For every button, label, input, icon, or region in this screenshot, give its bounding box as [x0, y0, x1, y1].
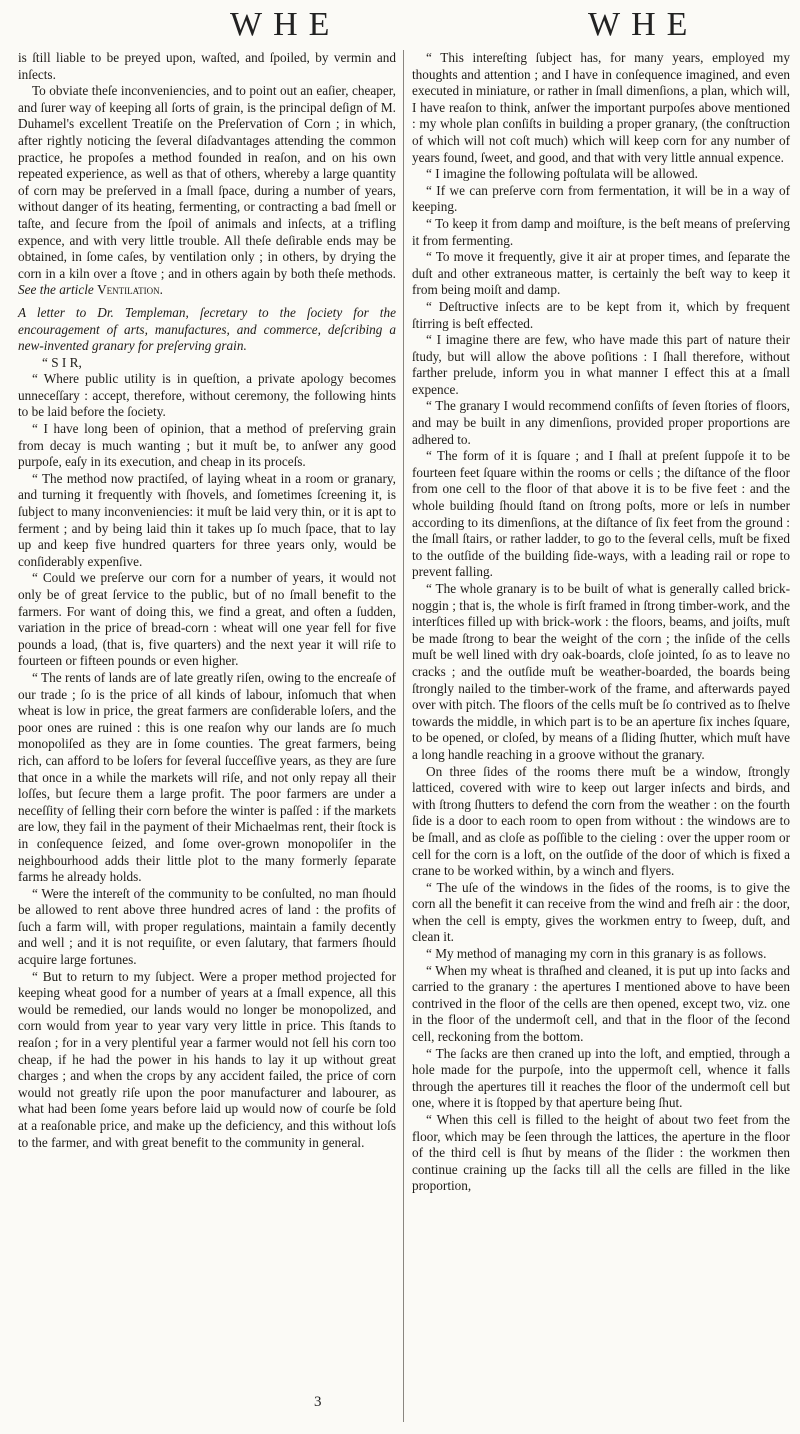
- paragraph: “ The uſe of the windows in the ſides of the rooms, is to give the corn all the benefit it can receive from the wind and freſh air : the door, when the cell is empty, gives the workmen entry to ſweep, duſt, and clean it.: [412, 879, 790, 945]
- paragraph: “ Were the intereſt of the community to be conſulted, no man ſhould be allowed to rent above three hundred acres of land : the profits of ſuch a farm will, with proper regulations, maintain a family decently and well ; and it is not requiſite, or even ſalutary, that farmers ſhould acquire large fortunes.: [18, 885, 396, 968]
- paragraph: is ſtill liable to be preyed upon, waſted, and ſpoiled, by vermin and inſects.: [18, 50, 396, 82]
- paragraph: “ To keep it from damp and moiſture, is the beſt means of preſerving it from fermenting.: [412, 215, 790, 248]
- paragraph-text: To obviate theſe inconveniencies, and to point out an eaſier, cheaper, and ſurer way of keeping all ſorts of grain, is the principal deſign of M. Duhamel's excellent Treatiſe on the Preſervation of Corn ; in which, after rightly noticing the ſeveral diſadvantages attending the common practice, he propoſes a method founded in reaſon, and on his own repeated experience, as well as that of others, whereby a large quantity of corn may be preſerved in a ſmall ſpace, during a number of years, without danger of its heating, fermenting, or contracting a bad ſmell or taſte, and ſecure from the ſpoil of animals and inſects, at a trifling expence, and with very little trouble. All theſe deſirable ends may be obtained, in ſome caſes, by ventilation only ; in others, by drying the corn in a kiln over a ſtove ; and in others again by both theſe methods.: [18, 83, 396, 281]
- paragraph: “ I imagine the following poſtulata will be allowed.: [426, 166, 698, 182]
- paragraph: “ My method of managing my corn in this granary is as follows.: [426, 946, 767, 962]
- paragraph: “ The ſacks are then craned up into the loft, and emptied, through a hole made for the purpoſe, into the uppermoſt cell, whence it falls through the apertures till it reaches the floor of the undermoſt cell but one, where it is ſtopped by that aperture being ſhut.: [412, 1045, 790, 1111]
- paragraph: On three ſides of the rooms there muſt be a window, ſtrongly latticed, covered with wire to keep out larger inſects and birds, and with ſtrong ſhutters to defend the corn from the weather : on the fourth ſide is a door to each room to open from without : the windows are to be ſmall, and as cloſe as poſſible to the cieling : over the upper room or cell for the corn is a loft, on the outſide of the door of which is fixed a crane to be worked within, by a winch and flyers.: [412, 763, 790, 879]
- see-also-text: See the article: [18, 282, 94, 298]
- paragraph: “ To move it frequently, give it air at proper times, and ſeparate the duſt and other extraneous matter, is certainly the beſt way to keep it from being moiſt and damp.: [412, 249, 790, 298]
- salutation: “ S I R,: [42, 354, 82, 370]
- paragraph: “ When my wheat is thraſhed and cleaned, it is put up into ſacks and carried to the granary : the apertures I mentioned above to have been contrived in the floor of the cells are then opened, except two, viz. one in the floor of the undermoſt cell, and that in the floor of the ſecond cell, reckoning from the bottom.: [412, 962, 790, 1045]
- paragraph: “ Where public utility is in queſtion, a private apology becomes unneceſſary : accept, therefore, without ceremony, the following hints to be laid before the ſociety.: [18, 371, 396, 420]
- see-also-target: Ventilation.: [97, 282, 163, 298]
- paragraph: “ The rents of lands are of late greatly riſen, owing to the encreaſe of our trade ; ſo is the price of all kinds of labour, inſomuch that when wheat is low in price, the great farmers are conſiderable loſers, and the poor ones are ruined : this is one reaſon why our lands are ſo much monopoliſed as they are in ſome counties. The great farmers, being rich, can afford to be loſers for ſeveral ſucceſſive years, as they are ſure that once in a while the markets will riſe, and not only repay all their loſſes, but ſecure them a large profit. The poor farmers are under a neceſſity of ſelling their corn before the winter is paſſed : if the markets are low, they fail in the payment of their Michaelmas rent, their ſtock is in conſequence ſeized, and ſome over-grown monopoliſer in the neighbourhood adds their little plot to the many formerly ſeparate farms he already holds.: [18, 669, 396, 885]
- paragraph: [18, 83, 396, 299]
- paragraph: “ Deſtructive inſects are to be kept from it, which by frequent ſtirring is beſt effected.: [412, 298, 790, 331]
- paragraph: “ The granary I would recommend conſiſts of ſeven ſtories of floors, and may be built in any dimenſions, provided proper proportions are adhered to.: [412, 398, 790, 447]
- paragraph: “ This intereſting ſubject has, for many years, employed my thoughts and attention ; and I have in conſequence imagined, and even executed in miniature, or rather in ſmall dimenſions, a plan, which will, I have reaſon to think, anſwer the important purpoſes above mentioned : my whole plan conſiſts in building a proper granary, (the conſtruction of which will not coſt much) which will keep corn for any number of years found, ſweet, and good, and that with very little annual expence.: [412, 50, 790, 165]
- column-divider: [403, 50, 404, 1422]
- right-column: [412, 50, 790, 1195]
- paragraph: “ I imagine there are few, who have made this part of nature their ſtudy, but will allow the above poſitions : I ſhall therefore, without farther prelude, inform you in what manner I effect this at a ſmall expence.: [412, 332, 790, 397]
- left-column: [18, 50, 396, 1151]
- running-head-left: WHE: [230, 6, 341, 43]
- page-number: 3: [314, 1394, 322, 1410]
- paragraph: “ The method now practiſed, of laying wheat in a room or granary, and turning it frequently with ſhovels, and ſometimes ſcreening it, is ſubject to many inconveniencies: it muſt be laid very thin, or it is apt to ferment ; and by being laid thin it takes up ſo much ſpace, that to lay up and keep five hundred quarters for three years only, would be conſiderably expenſive.: [18, 470, 396, 569]
- paragraph: “ Could we preſerve our corn for a number of years, it would not only be of great ſervice to the public, but of no ſmall benefit to the farmers. For want of doing this, we find a great, and often a ſudden, variation in the price of bread-corn : wheat will one year fell for five pounds a load, (that is, five quarters) and the next year it will riſe to fourteen or fifteen pounds or even higher.: [18, 570, 396, 669]
- letter-title: A letter to Dr. Templeman, ſecretary to the ſociety for the encouragement of arts, manufactures, and commerce, deſcribing a new-invented granary for preſerving grain.: [18, 304, 396, 354]
- paragraph: “ I have long been of opinion, that a method of preſerving grain from decay is much wanting ; but it muſt be, to anſwer any good purpoſe, eaſy in its execution, and cheap in its proceſs.: [18, 421, 396, 470]
- paragraph: “ The whole granary is to be built of what is generally called brick-noggin ; that is, the whole is firſt framed in ſtrong timber-work, and the interſtices filled up with brick-work : the floors, beams, and joiſts, muſt be made ſtrong to bear the weight of the corn ; the inſide of the cells muſt be well lined with dry oak-boards, cloſe jointed, ſo as to leave no cracks ; and the outſide muſt be weather-boarded, the boards being ſtrongly nailed to the timber-work of the frame, and afterwards payed over with pitch. The floors of the cells muſt be ſo contrived as to ſhelve towards the middle, in which part is to be an aperture ſix inches ſquare, to be opened, or cloſed, by means of a ſliding ſhutter, which muſt have a long handle reaching in a groove without the granary.: [412, 581, 790, 762]
- paragraph: “ If we can preſerve corn from fermentation, it will be in a way of keeping.: [412, 182, 790, 215]
- paragraph: “ But to return to my ſubject. Were a proper method projected for keeping wheat good for a number of years at a ſmall expence, all this would be remedied, our lands would no longer be monopolized, and corn would from year to year vary very little in price. This ſtands to reaſon ; for in a very plentiful year a farmer would not ſell his corn too cheap, if he had the power in his hands to lay it up without great charges ; and when the crops by any accident failed, the price of corn would not greatly riſe upon the poor manufacturer and labourer, as what had been ſome years before laid up would now of courſe be ſold at a reaſonable price, and make up the deficiency, and this without loſs to the farmer, and with great benefit to the community in general.: [18, 968, 396, 1150]
- paragraph: “ The form of it is ſquare ; and I ſhall at preſent ſuppoſe it to be fourteen feet ſquare within the rooms or cells ; the diſtance of the floor from one cell to the floor of that above it is to be five feet : and the whole building ſhould ſtand on ſtrong poſts, more or leſs in number according to its dimenſions, at the diſtance of ſix feet from the ground : the ſmall ſtairs, or rather ladder, to go to the ſeveral cells, muſt be fixed to the outſide of the building ſide-ways, with a leading rail or rope to prevent falling.: [412, 448, 790, 580]
- paragraph: “ When this cell is filled to the height of about two feet from the floor, which may be ſeen through the lattices, the aperture in the floor of the third cell is ſhut by means of the ſlider : the workmen then continue craining up the ſacks till all the cells are filled in the like proportion,: [412, 1112, 790, 1194]
- running-head-right: WHE: [588, 6, 699, 43]
